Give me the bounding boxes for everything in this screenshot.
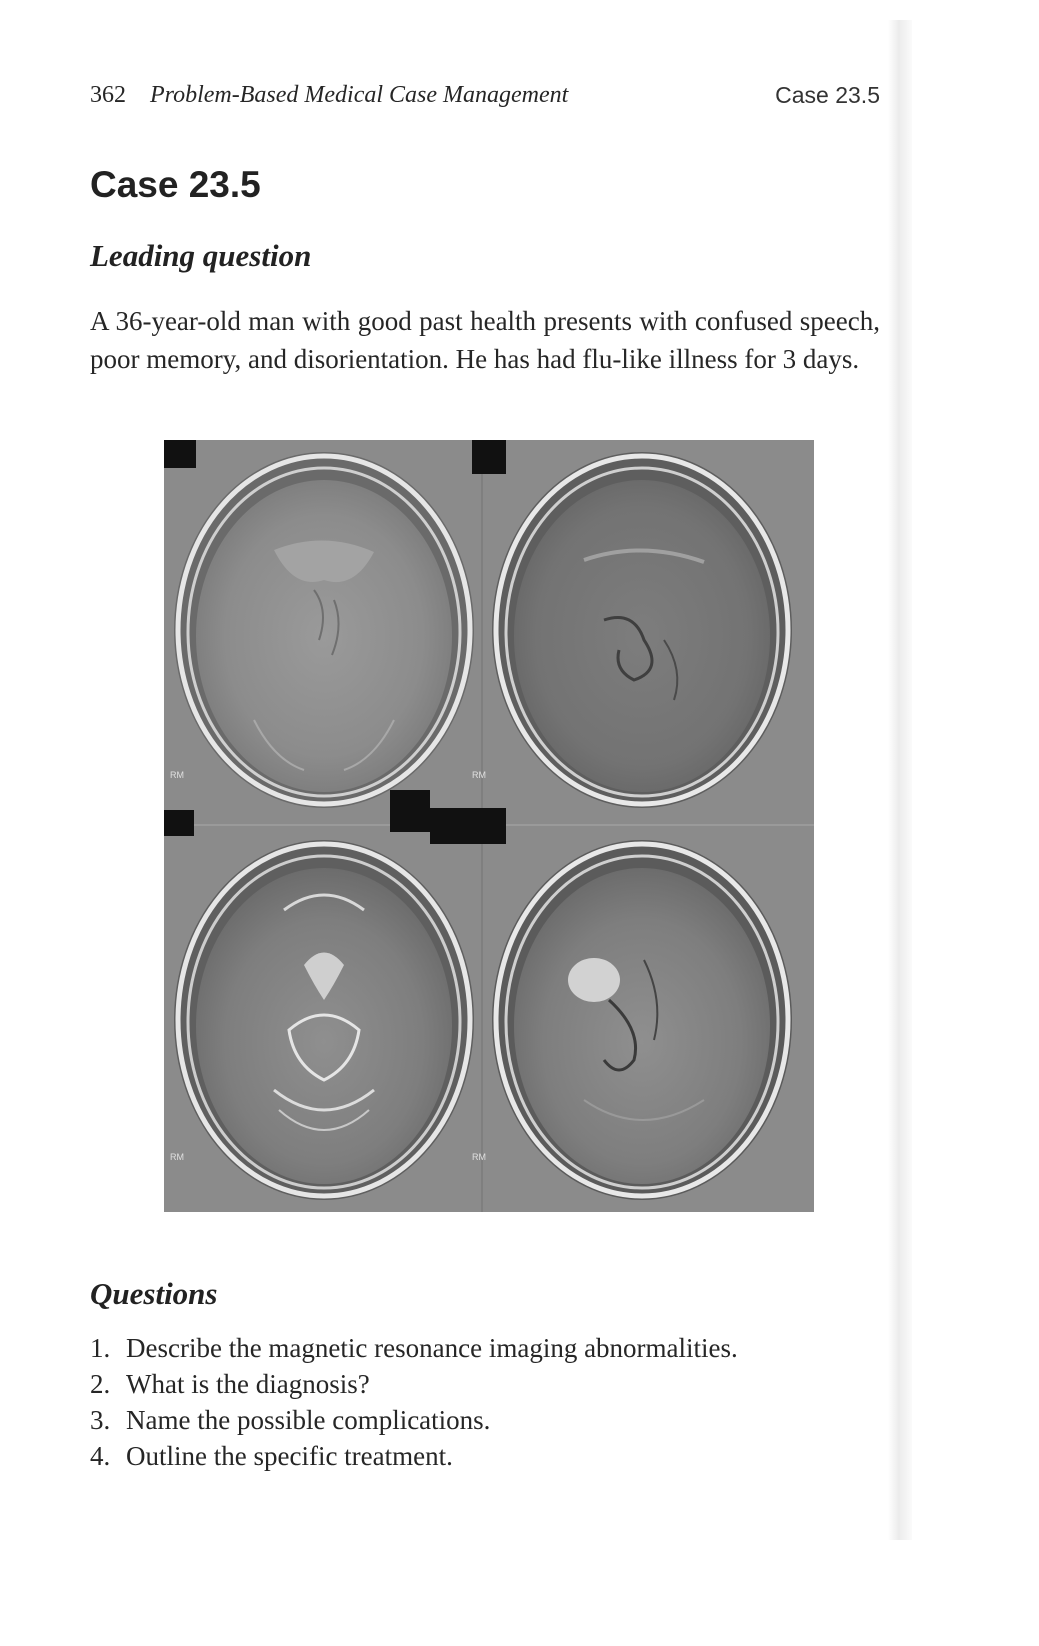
running-header [90, 82, 880, 118]
mri-scans-image [164, 440, 814, 1212]
book-title: Problem-Based Medical Case Management [150, 82, 569, 108]
questions-heading: Questions [90, 1276, 218, 1311]
case-title: Case 23.5 [90, 164, 261, 205]
question-item [90, 1330, 738, 1366]
question-item [90, 1438, 738, 1474]
question-number: 1. [90, 1333, 111, 1363]
header-case-label: Case 23.5 [775, 82, 880, 108]
question-item [90, 1402, 738, 1438]
page-edge-shadow [888, 20, 912, 1540]
question-number: 3. [90, 1405, 111, 1435]
question-number: 4. [90, 1441, 111, 1471]
question-text: Describe the magnetic resonance imaging abnormalities. [126, 1333, 738, 1363]
panel-label-bottom-right: RM [472, 1152, 486, 1162]
leading-question-text: A 36-year-old man with good past health presents with confused speech, poor memory, and disorientation. He has had flu-like illness for 3 days. [90, 306, 880, 374]
mri-panel-bottom-right [492, 840, 792, 1200]
mri-figure [164, 440, 814, 1212]
panel-label-top-right: RM [472, 770, 486, 780]
question-text: Name the possible complications. [126, 1405, 491, 1435]
questions-list [90, 1330, 738, 1474]
question-number: 2. [90, 1369, 111, 1399]
leading-question-heading: Leading question [90, 238, 312, 273]
panel-label-bottom-left: RM [170, 1152, 184, 1162]
page-number: 362 [90, 82, 126, 108]
question-item [90, 1366, 738, 1402]
question-text: What is the diagnosis? [126, 1369, 370, 1399]
question-text: Outline the specific treatment. [126, 1441, 453, 1471]
panel-label-top-left: RM [170, 770, 184, 780]
